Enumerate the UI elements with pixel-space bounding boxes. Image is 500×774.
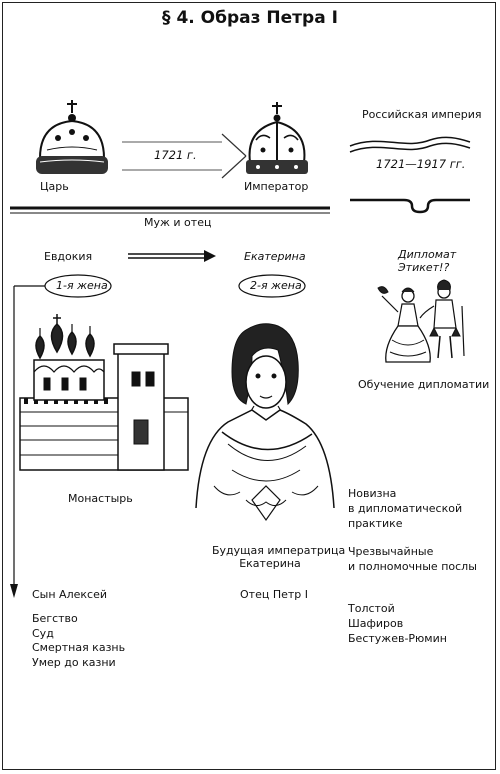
son-fate-list xyxy=(32,612,125,670)
diplomat-name: Шафиров xyxy=(348,617,404,630)
monastery-label: Монастырь xyxy=(68,492,133,505)
father-label: Отец Петр I xyxy=(240,588,308,601)
empire-years: 1721—1917 гг. xyxy=(376,157,466,171)
envoys-block xyxy=(348,544,477,574)
empire-label: Российская империя xyxy=(362,108,482,121)
tsar-cap-icon xyxy=(36,100,108,174)
envoys-line: и полномочные послы xyxy=(348,560,477,573)
diplomats-list xyxy=(348,601,447,646)
diplomat-name: Бестужев-Рюмин xyxy=(348,632,447,645)
son-fate-item: Бегство xyxy=(32,612,78,625)
wives-arrow xyxy=(128,250,216,262)
diplomat-name: Толстой xyxy=(348,602,395,615)
novelty-line: Новизна xyxy=(348,487,397,500)
son-fate-item: Суд xyxy=(32,626,54,640)
novelty-line: практике xyxy=(348,517,403,530)
imperial-crown-icon xyxy=(246,102,308,174)
tsar-label: Царь xyxy=(40,180,69,193)
diplomats-illustration xyxy=(378,280,464,362)
page-title: § 4. Образ Петра I xyxy=(162,8,338,28)
first-wife-name: Евдокия xyxy=(44,250,93,263)
son-fate-item: Умер до казни xyxy=(32,655,116,669)
catherine-caption-line: Будущая императрица xyxy=(212,544,346,557)
husband-father-label: Муж и отец xyxy=(144,216,212,229)
novelty-line: в дипломатической xyxy=(348,502,463,515)
catherine-caption xyxy=(212,544,346,570)
second-wife-name: Екатерина xyxy=(244,250,306,263)
first-wife-label: 1-я жена xyxy=(56,279,108,292)
emperor-label: Император xyxy=(244,180,309,193)
diplomacy-training: Обучение дипломатии xyxy=(358,378,490,391)
diplomat-heading-line: Дипломат xyxy=(398,248,457,261)
son-fate-item: Смертная казнь xyxy=(32,641,126,654)
diplomat-heading xyxy=(398,248,456,274)
year-label: 1721 г. xyxy=(154,148,197,162)
diplomat-heading-line: Этикет!? xyxy=(398,261,450,274)
son-title: Сын Алексей xyxy=(32,588,107,601)
monastery-illustration xyxy=(20,314,188,470)
novelty-block xyxy=(348,486,462,531)
catherine-portrait xyxy=(196,324,334,520)
second-wife-label: 2-я жена xyxy=(250,279,302,292)
empire-bracket xyxy=(350,137,470,212)
catherine-caption-line: Екатерина xyxy=(239,557,301,570)
envoys-line: Чрезвычайные xyxy=(348,545,434,558)
